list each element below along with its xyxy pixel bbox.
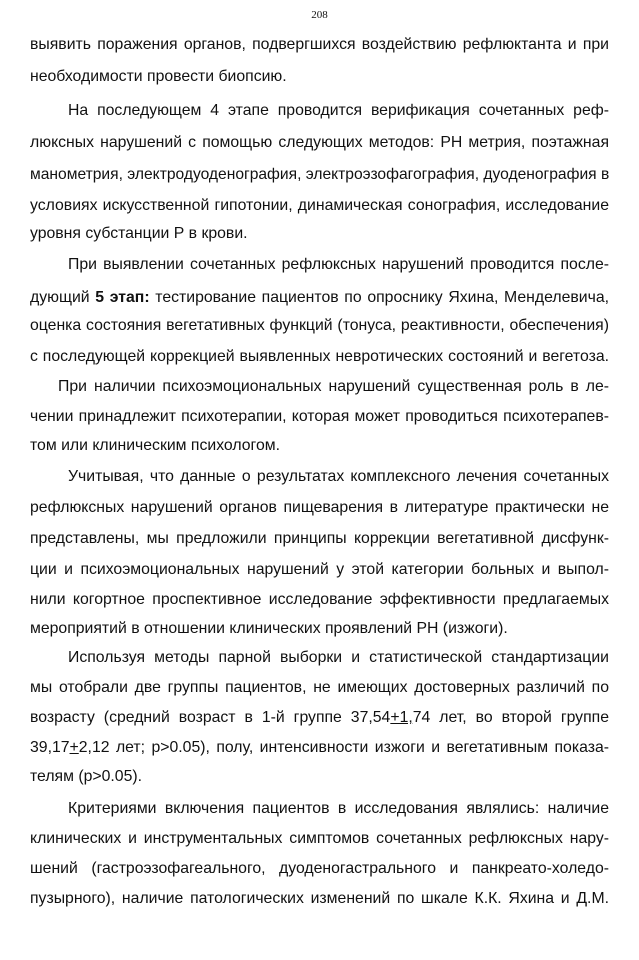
text-line: с последующей коррекцией выявленных невротических состояний и вегетоза. [30,348,609,365]
text-line: нили когортное проспективное исследование эффективности предлагаемых [30,591,609,608]
text-line: рефлюксных нарушений органов пищеварения в литературе практически не [30,499,609,516]
text-fragment: тестирование пациентов по опроснику Яхина, Менделевича, [149,289,610,306]
text-line: оценка состояния вегетативных функций (тонуса, реактивности, обеспечения) [30,317,609,334]
text-line-with-stats [30,738,609,758]
text-line: пузырного), наличие патологических изменений по шкале К.К. Яхина и Д.М. [30,890,609,907]
paragraph-first-line: При наличии психоэмоциональных нарушений существенная роль в ле- [58,378,609,395]
bold-stage-label: 5 этап: [95,289,150,306]
text-line-with-bold-stage [30,288,609,308]
text-line: телям (р>0.05). [30,768,143,785]
text-line: условиях искусственной гипотонии, динамическая сонография, исследование [30,197,609,214]
text-line: люксных нарушений с помощью следующих методов: РН метрия, поэтажная [30,134,609,151]
text-fragment: 74 лет, во второй группе [412,709,609,726]
paragraph-first-line: Учитывая, что данные о результатах комплексного лечения сочетанных [68,468,609,485]
text-fragment: дующий [30,289,96,306]
text-line: необходимости провести биопсию. [30,68,287,85]
text-fragment: возрасту (средний возраст в 1-й группе 37,54 [30,709,391,726]
text-line-with-stats [30,708,609,728]
text-line: манометрия, электродуоденография, электроэзофагография, дуоденография в [30,166,610,183]
text-line: том или клиническим психологом. [30,437,280,454]
underlined-plusminus: +1, [390,709,413,726]
paragraph-first-line: Критериями включения пациентов в исследования являлись: наличие [68,800,609,817]
paragraph-first-line: На последующем 4 этапе проводится верификация сочетанных реф- [68,102,609,119]
text-line: мероприятий в отношении клинических проявлений РН (изжоги). [30,620,508,637]
text-line: ции и психоэмоциональных нарушений у этой категории больных и выпол- [30,561,609,578]
text-fragment: 39,17 [30,739,70,756]
paragraph-first-line: При выявлении сочетанных рефлюксных нарушений проводится после- [68,256,609,273]
paragraph-first-line: Используя методы парной выборки и статистической стандартизации [68,649,609,666]
text-line: чении принадлежит психотерапии, которая может проводиться психотерапев- [30,408,609,425]
text-line: представлены, мы предложили принципы коррекции вегетативной дисфунк- [30,530,609,547]
underlined-plusminus: + [69,739,79,756]
text-line: клинических и инструментальных симптомов сочетанных рефлюксных нару- [30,830,609,847]
text-fragment: 2,12 лет; р>0.05), полу, интенсивности изжоги и вегетативным показа- [78,739,609,756]
text-line: выявить поражения органов, подвергшихся воздействию рефлюктанта и при [30,36,609,53]
text-line: уровня субстанции Р в крови. [30,225,248,242]
text-line: шений (гастроэзофагеального, дуоденогастрального и панкреато-холедо- [30,860,609,877]
text-line: мы отобрали две группы пациентов, не имеющих достоверных различий по [30,679,609,696]
page-number: 208 [311,9,328,21]
